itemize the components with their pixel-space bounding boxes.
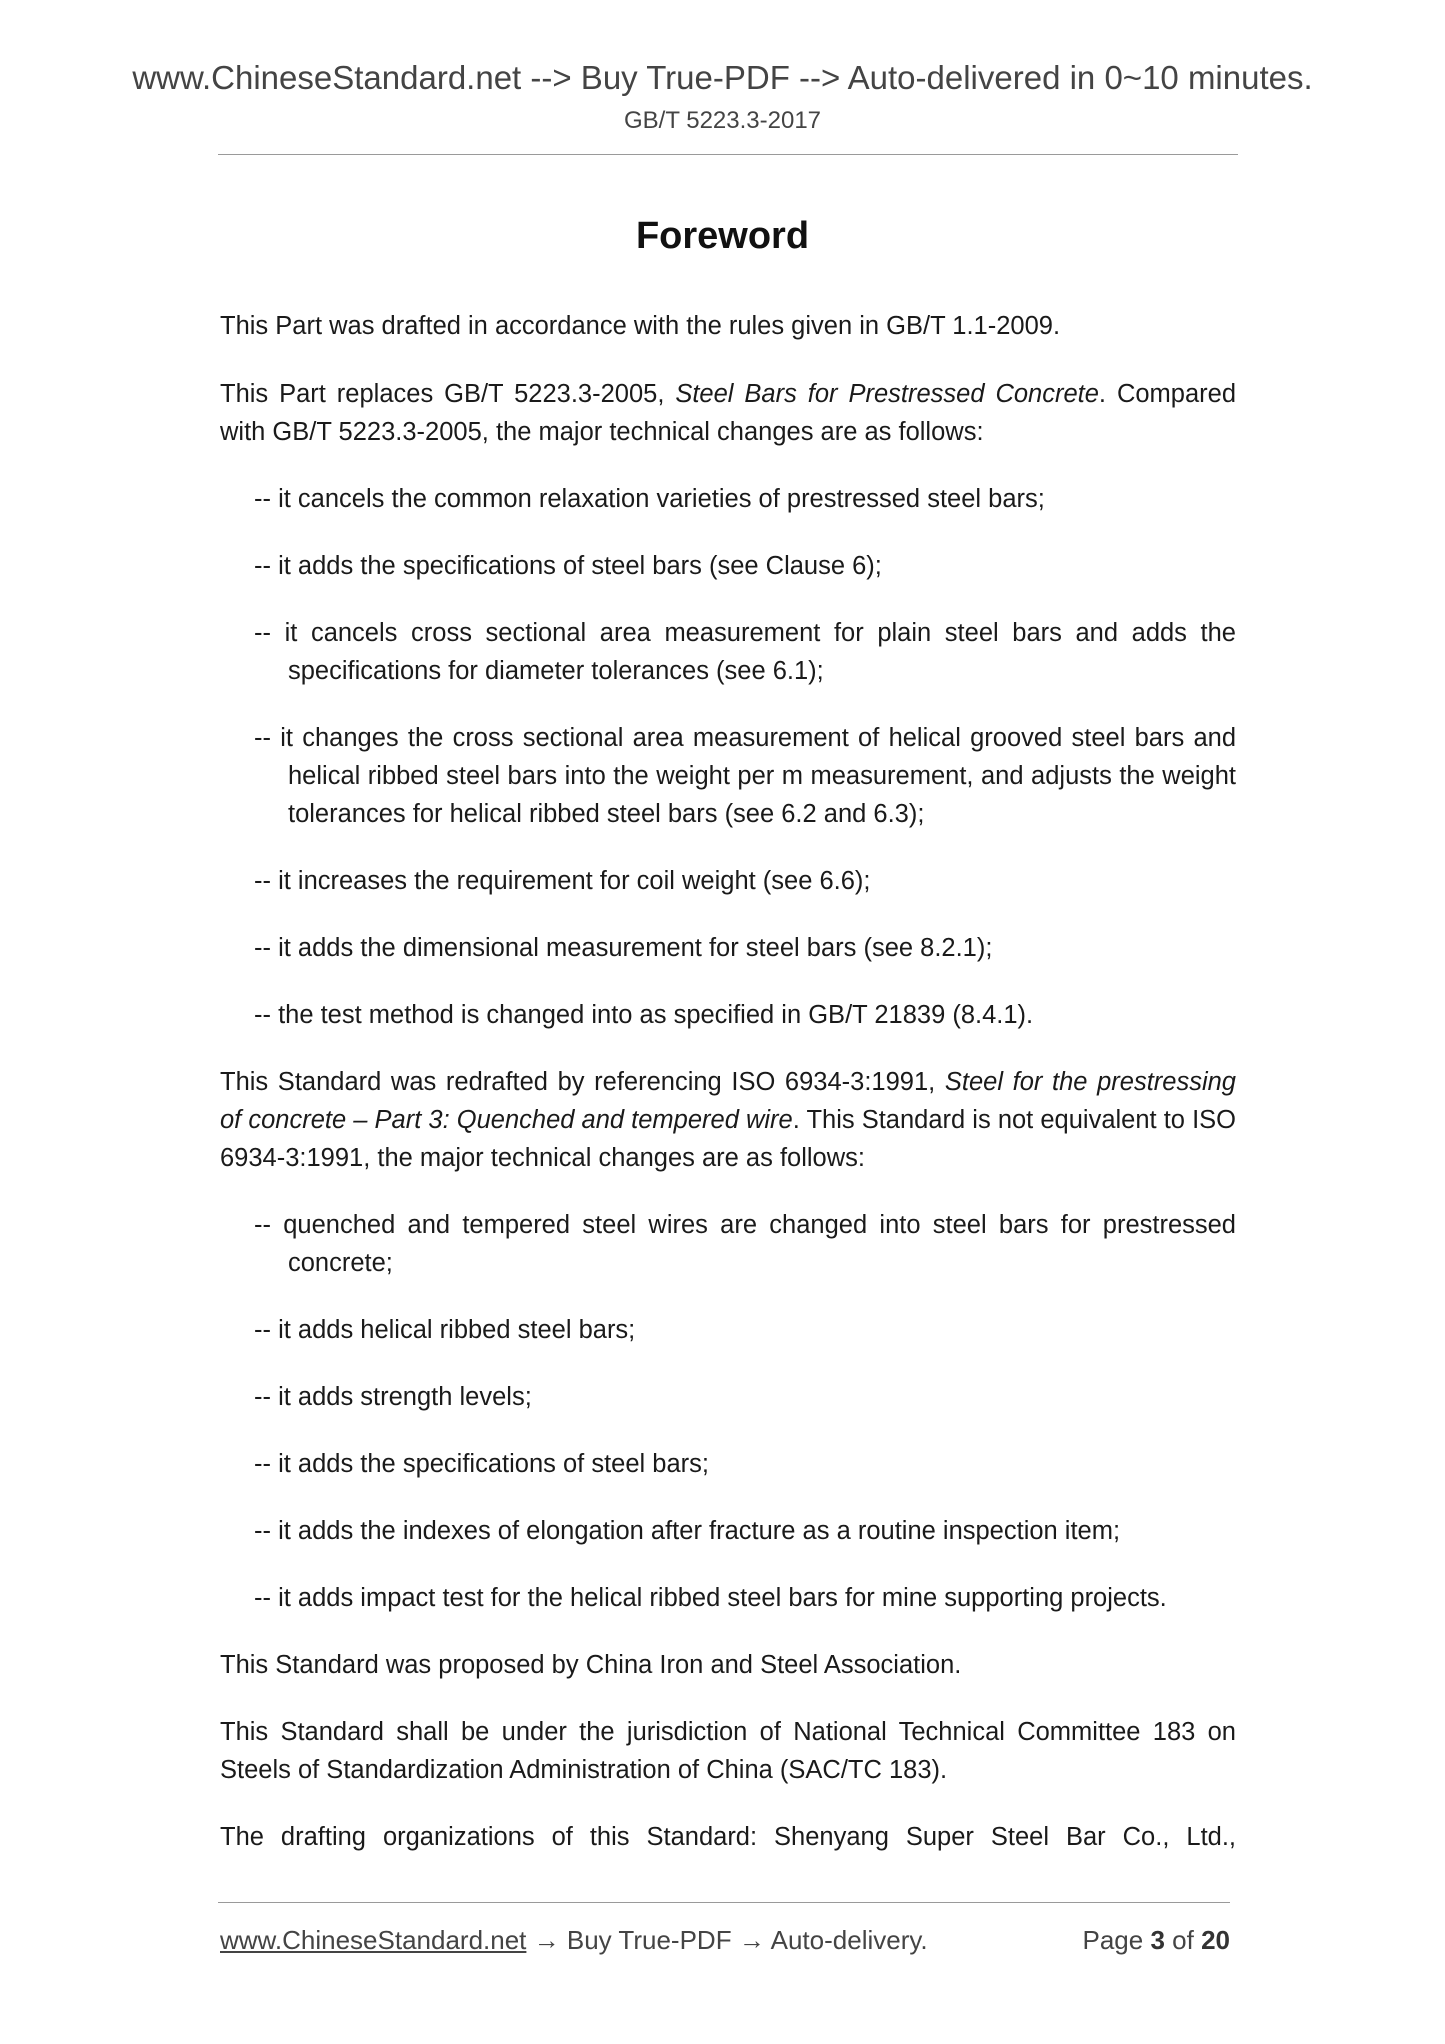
page-footer [220, 1922, 1230, 1958]
footer-delivery-text: Auto-delivery. [770, 1925, 928, 1955]
total-pages-number: 20 [1201, 1925, 1230, 1955]
paragraph-iso-reference [220, 1063, 1236, 1177]
footer-buy-text: Buy True-PDF [566, 1925, 732, 1955]
paragraph-replaces-continuation: . Compared with GB/T 5223.3-2005, the major technical changes are as follows: [220, 380, 1236, 446]
footer-promo [220, 1922, 928, 1958]
list-item: -- it adds impact test for the helical ribbed steel bars for mine supporting projects. [254, 1584, 1167, 1612]
page-title: Foreword [635, 215, 810, 257]
iso-standard-title: Steel for the prestressing of concrete – Part 3: Quenched and tempered wire [220, 1068, 1236, 1134]
paragraph-jurisdiction: This Standard shall be under the jurisdiction of National Technical Committee 183 on Steels of Standardization Administration of China (SAC/TC 183). [220, 1718, 1236, 1784]
list-item: -- it adds the dimensional measurement for steel bars (see 8.2.1); [254, 934, 993, 962]
header-banner: www.ChineseStandard.net --> Buy True-PDF --> Auto-delivered in 0~10 minutes. [132, 59, 1313, 96]
list-item: -- it adds the specifications of steel bars (see Clause 6); [254, 552, 882, 580]
arrow-right-icon: → [738, 1925, 765, 1955]
current-page-number: 3 [1150, 1925, 1165, 1955]
paragraph-iso-reference-text: This Standard was redrafted by referencing ISO 6934-3:1991, [220, 1068, 945, 1096]
paragraph-iso-reference-continuation: . This Standard is not equivalent to ISO 6934-3:1991, the major technical changes are as follows: [220, 1106, 1236, 1172]
footer-site-link[interactable]: www.ChineseStandard.net [220, 1925, 527, 1955]
arrow-right-icon: → [533, 1925, 560, 1955]
paragraph-drafting-rules: This Part was drafted in accordance with the rules given in GB/T 1.1-2009. [220, 312, 1061, 340]
page-label: Page [1082, 1925, 1144, 1955]
paragraph-replaces-text: This Part replaces GB/T 5223.3-2005, [220, 380, 676, 408]
paragraph-replaces [220, 375, 1236, 451]
list-item: -- it adds strength levels; [254, 1383, 532, 1411]
page-indicator [1082, 1922, 1230, 1958]
header-divider [218, 154, 1238, 155]
list-item: -- quenched and tempered steel wires are changed into steel bars for prestressed concrete; [254, 1211, 1236, 1277]
paragraph-proposed-by: This Standard was proposed by China Iron and Steel Association. [220, 1651, 962, 1679]
list-item: -- it adds helical ribbed steel bars; [254, 1316, 636, 1344]
paragraph-drafting-organizations: The drafting organizations of this Standard: Shenyang Super Steel Bar Co., Ltd., [220, 1823, 1236, 1851]
of-label: of [1172, 1925, 1194, 1955]
list-item: -- it cancels cross sectional area measurement for plain steel bars and adds the specifications for diameter tolerances (see 6.1); [254, 619, 1236, 685]
list-item: -- it changes the cross sectional area measurement of helical grooved steel bars and helical ribbed steel bars into the weight per m measurement, and adjusts the weight tolerances for helical ribbed steel bars (see 6.2 and 6.3); [254, 724, 1236, 828]
list-item: -- it adds the indexes of elongation after fracture as a routine inspection item; [254, 1517, 1121, 1545]
list-item: -- it cancels the common relaxation varieties of prestressed steel bars; [254, 485, 1045, 513]
replaced-standard-title: Steel Bars for Prestressed Concrete [675, 380, 1099, 408]
list-item: -- it increases the requirement for coil weight (see 6.6); [254, 867, 871, 895]
list-item: -- it adds the specifications of steel bars; [254, 1450, 709, 1478]
header-standard-number: GB/T 5223.3-2017 [623, 107, 822, 134]
list-item: -- the test method is changed into as specified in GB/T 21839 (8.4.1). [254, 1001, 1034, 1029]
footer-divider [218, 1902, 1230, 1903]
